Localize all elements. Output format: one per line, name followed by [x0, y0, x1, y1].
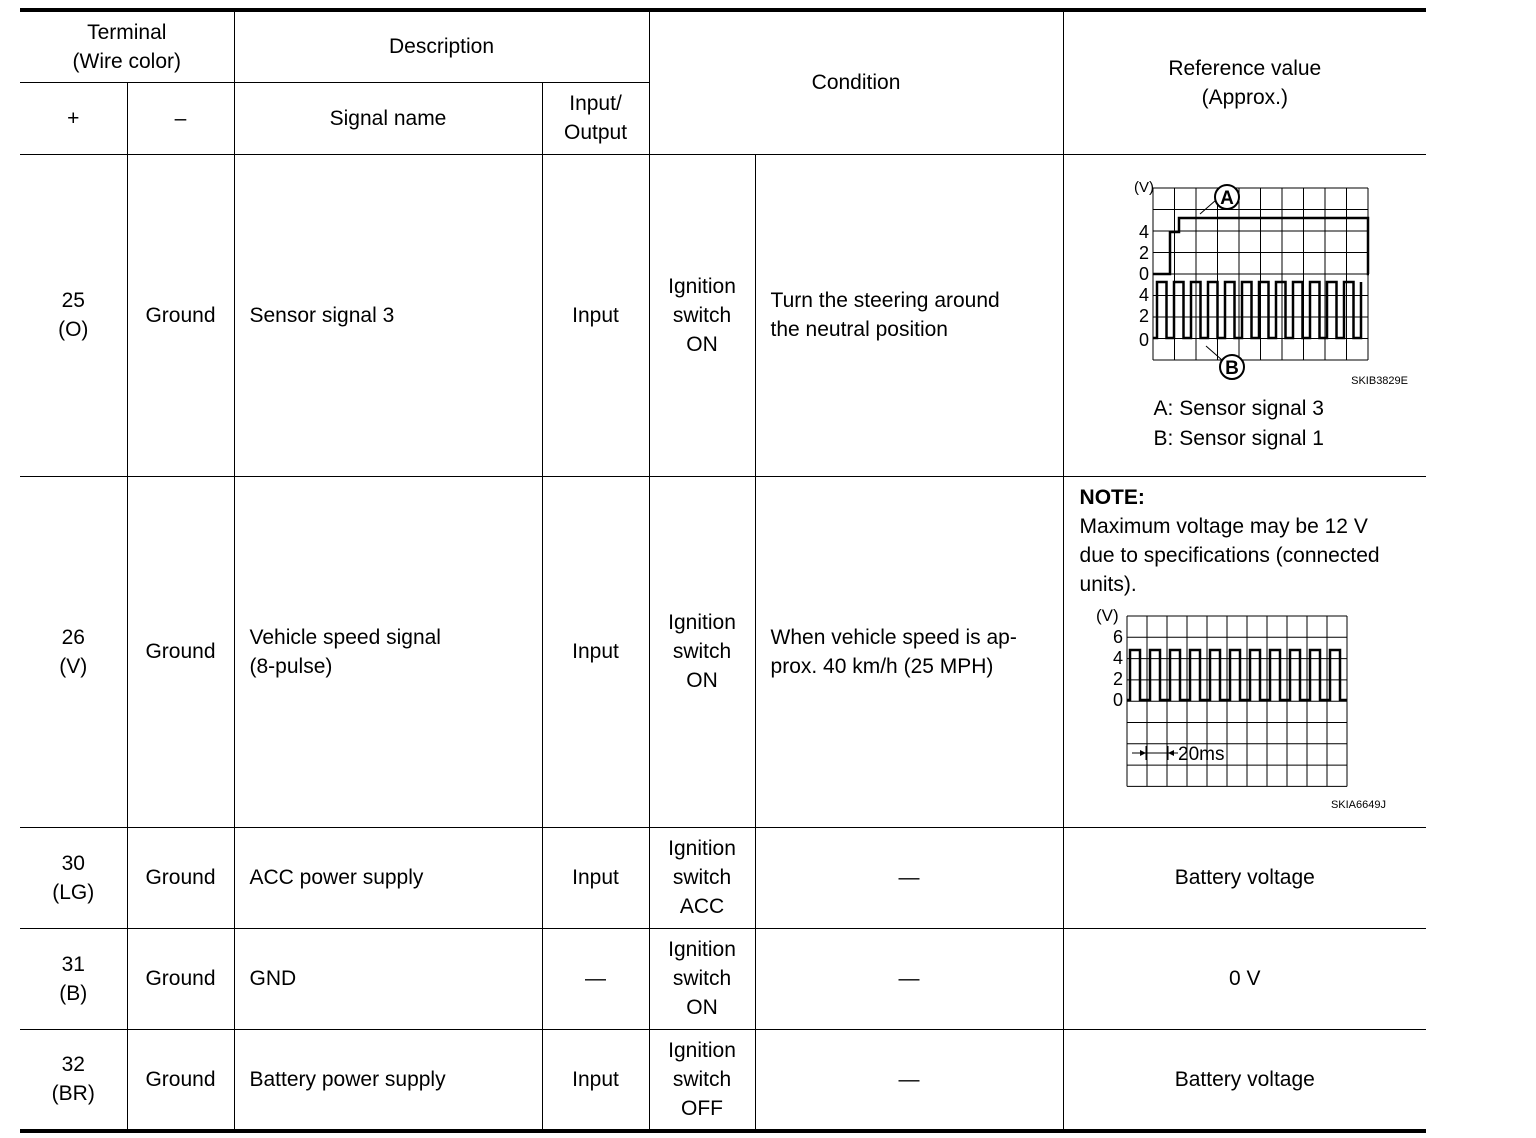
y-tick-label: 0 [1138, 264, 1149, 284]
terminal-plus: 26 (V) [20, 476, 127, 827]
table-row [20, 827, 1426, 928]
marker-a-label: A [1219, 188, 1234, 209]
reference-value: 0 V [1063, 928, 1426, 1029]
terminal-minus: Ground [127, 476, 234, 827]
note-title: NOTE: [1079, 485, 1145, 509]
period-arrow-right [1168, 750, 1174, 756]
reference-value: Battery voltage [1063, 1029, 1426, 1131]
terminal-minus: Ground [127, 1029, 234, 1131]
header-input-output: Input/ Output [542, 82, 649, 154]
y-tick-label: 4 [1112, 647, 1123, 668]
input-output: Input [542, 1029, 649, 1131]
y-tick-label: 4 [1138, 285, 1149, 305]
period-arrow-left [1140, 750, 1146, 756]
y-tick-label: 6 [1112, 626, 1123, 647]
reference-value: Battery voltage [1063, 827, 1426, 928]
y-tick-label: 2 [1138, 306, 1149, 326]
y-tick-label: 2 [1138, 243, 1149, 263]
header-terminal: Terminal (Wire color) [20, 10, 234, 82]
header-signal-name: Signal name [234, 82, 542, 154]
signal-name: ACC power supply [234, 827, 542, 928]
ignition-switch-state: Ignition switch ON [649, 476, 755, 827]
note-block [1064, 477, 1427, 599]
marker-a-leader [1200, 200, 1216, 214]
table-row [20, 154, 1426, 476]
sensor-waveform-chart [1080, 176, 1410, 394]
condition-text: — [755, 1029, 1063, 1131]
waveform-b [1153, 282, 1361, 338]
period-label: 20ms [1177, 743, 1225, 765]
terminal-plus: 30 (LG) [20, 827, 127, 928]
signal-name: Vehicle speed signal (8-pulse) [234, 476, 542, 827]
header-row-1 [20, 10, 1426, 82]
ignition-switch-state: Ignition switch ON [649, 154, 755, 476]
marker-b-label: B [1224, 358, 1239, 379]
table-row [20, 1029, 1426, 1131]
terminal-plus: 32 (BR) [20, 1029, 127, 1131]
header-reference-value: Reference value (Approx.) [1063, 10, 1426, 154]
reference-note-cell [1063, 476, 1426, 827]
terminal-minus: Ground [127, 827, 234, 928]
y-tick-label: 4 [1138, 222, 1149, 242]
axis-unit-label: (V) [1095, 605, 1119, 625]
speed-waveform-chart [1080, 603, 1410, 817]
terminal-minus: Ground [127, 154, 234, 476]
header-condition: Condition [649, 10, 1063, 154]
input-output: Input [542, 154, 649, 476]
legend-a: A: Sensor signal 3 [1153, 397, 1324, 420]
figure-code: SKIB3829E [1350, 375, 1408, 387]
legend-b: B: Sensor signal 1 [1153, 427, 1324, 450]
ignition-switch-state: Ignition switch ON [649, 928, 755, 1029]
header-minus: – [127, 82, 234, 154]
y-tick-label: 2 [1112, 668, 1123, 689]
input-output: Input [542, 476, 649, 827]
condition-text: Turn the steering around the neutral position [755, 154, 1063, 476]
axis-unit-label: (V) [1133, 179, 1154, 196]
y-tick-label: 0 [1138, 330, 1149, 350]
table-row [20, 476, 1426, 827]
ignition-switch-state: Ignition switch OFF [649, 1029, 755, 1131]
condition-text: — [755, 827, 1063, 928]
terminal-minus: Ground [127, 928, 234, 1029]
terminal-plus: 25 (O) [20, 154, 127, 476]
marker-b-leader [1206, 346, 1222, 360]
terminal-spec-table [20, 8, 1426, 1133]
ignition-switch-state: Ignition switch ACC [649, 827, 755, 928]
condition-text: When vehicle speed is ap- prox. 40 km/h (25 MPH) [755, 476, 1063, 827]
table-row [20, 928, 1426, 1029]
terminal-plus: 31 (B) [20, 928, 127, 1029]
figure-code: SKIA6649J [1330, 798, 1386, 811]
y-tick-label: 0 [1112, 689, 1123, 710]
input-output: Input [542, 827, 649, 928]
signal-name: Battery power supply [234, 1029, 542, 1131]
input-output: — [542, 928, 649, 1029]
header-description: Description [234, 10, 649, 82]
signal-name: Sensor signal 3 [234, 154, 542, 476]
signal-name: GND [234, 928, 542, 1029]
condition-text: — [755, 928, 1063, 1029]
reference-waveform-cell [1063, 154, 1426, 476]
speed-waveform [1127, 650, 1347, 700]
header-plus: + [20, 82, 127, 154]
note-text: Maximum voltage may be 12 V due to specifications (connected units). [1079, 514, 1380, 596]
